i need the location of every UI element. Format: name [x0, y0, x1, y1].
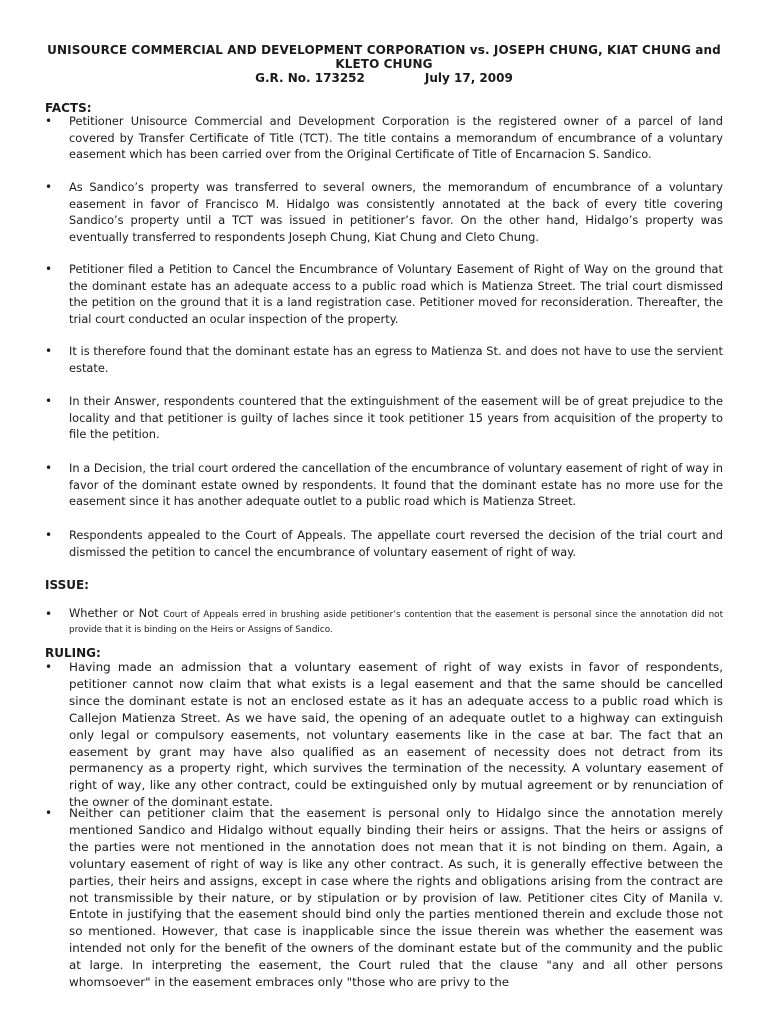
issue-heading: ISSUE:	[45, 578, 89, 592]
bullet-icon: •	[45, 607, 53, 621]
bullet-icon: •	[45, 180, 53, 194]
bullet-icon: •	[45, 262, 53, 276]
decision-date: July 17, 2009	[424, 71, 513, 85]
ruling-item-text: Neither can petitioner claim that the easement is personal only to Hidalgo since the annotation merely mentioned Sandico and Hidalgo without equally binding their heirs or assigns. That the heirs or assigns of the parties were not mentioned in the annotation does not mean that it is not binding on them. Again, a voluntary easement of right of way is like any other contract. As such, it is generally effective between the parties, their heirs and assigns, except in case where the rights and obligations arising from the contract are not transmissible by their nature, or by stipulation or by provision of law. Petitioner cites City of Manila v. Entote in justifying that the easement should bind only the parties mentioned therein and exclude those not so mentioned. However, that case is inapplicable since the issue therein was whether the easement was intended not only for the benefit of the owners of the dominant estate but of the community and the public at large. In interpreting the easement, the Court ruled that the clause "any and all other persons whomsoever" in the easement embraces only "those who are privy to the	[69, 806, 723, 990]
facts-item-text: As Sandico’s property was transferred to several owners, the memorandum of encumbrance of a voluntary easement in favor of Francisco M. Hidalgo was consistently annotated at the back of every title covering Sandico’s property until a TCT was issued in petitioner’s favor. On the other hand, Hidalgo’s property was eventually transferred to respondents Joseph Chung, Kiat Chung and Cleto Chung.	[69, 180, 723, 244]
case-title: UNISOURCE COMMERCIAL AND DEVELOPMENT CORPORATION vs. JOSEPH CHUNG, KIAT CHUNG and KLETO CHUNG	[47, 43, 721, 71]
ruling-item	[45, 805, 723, 991]
issue-lead: Whether or Not	[69, 606, 159, 620]
facts-item	[45, 179, 723, 245]
bullet-icon: •	[45, 461, 53, 475]
facts-item	[45, 343, 723, 376]
facts-item-text: It is therefore found that the dominant estate has an egress to Matienza St. and does not have to use the servient estate.	[69, 344, 723, 375]
bullet-icon: •	[45, 394, 53, 408]
bullet-icon: •	[45, 660, 53, 674]
facts-item	[45, 460, 723, 510]
facts-item-text: Respondents appealed to the Court of Appeals. The appellate court reversed the decision of the trial court and dismissed the petition to cancel the encumbrance of voluntary easement of right of way.	[69, 528, 723, 559]
ruling-heading: RULING:	[45, 646, 101, 660]
bullet-icon: •	[45, 114, 53, 128]
facts-item	[45, 261, 723, 327]
facts-item	[45, 393, 723, 443]
ruling-item	[45, 659, 723, 811]
facts-item-text: In their Answer, respondents countered that the extinguishment of the easement will be of great prejudice to the locality and that petitioner is guilty of laches since it took petitioner 15 years from acquisition of the property to file the petition.	[69, 394, 723, 442]
gr-number: G.R. No. 173252	[255, 71, 365, 85]
ruling-item-text: Having made an admission that a voluntary easement of right of way exists in favor of respondents, petitioner cannot now claim that what exists is a legal easement and that the same should be cancelled since the dominant estate is not an enclosed estate as it has an adequate access to a public road which is Callejon Matienza Street. As we have said, the opening of an adequate outlet to a highway can extinguish only legal or compulsory easements, not voluntary easements like in the case at bar. The fact that an easement by grant may have also qualified as an easement of necessity does not detract from its permanency as a property right, which survives the termination of the necessity. A voluntary easement of right of way, like any other contract, could be extinguished only by mutual agreement or by renunciation of the owner of the dominant estate.	[69, 660, 723, 810]
facts-item	[45, 527, 723, 560]
issue-item	[45, 606, 723, 636]
facts-item-text: Petitioner filed a Petition to Cancel the Encumbrance of Voluntary Easement of Right of Way on the ground that the dominant estate has an adequate access to a public road which is Matienza Street. The trial court dismissed the petition on the ground that it is a land registration case. Petitioner moved for reconsideration. Thereafter, the trial court conducted an ocular inspection of the property.	[69, 262, 723, 326]
case-citation	[40, 71, 728, 85]
bullet-icon: •	[45, 528, 53, 542]
issue-item-text	[69, 606, 723, 636]
facts-item-text: Petitioner Unisource Commercial and Development Corporation is the registered owner of a parcel of land covered by Transfer Certificate of Title (TCT). The title contains a memorandum of encumbrance of a voluntary easement which has been carried over from the Original Certificate of Title of Encarnacion S. Sandico.	[69, 114, 723, 162]
facts-item	[45, 113, 723, 163]
facts-heading: FACTS:	[45, 101, 92, 115]
bullet-icon: •	[45, 344, 53, 358]
facts-item-text: In a Decision, the trial court ordered the cancellation of the encumbrance of voluntary easement of right of way in favor of the dominant estate owned by respondents. It found that the dominant estate has no more use for the easement since it has another adequate outlet to a public road which is Matienza Street.	[69, 461, 723, 509]
bullet-icon: •	[45, 806, 53, 820]
issue-question: Court of Appeals erred in brushing aside petitioner’s contention that the easement is personal since the annotation did not provide that it is binding on the Heirs or Assigns of Sandico.	[69, 610, 724, 635]
